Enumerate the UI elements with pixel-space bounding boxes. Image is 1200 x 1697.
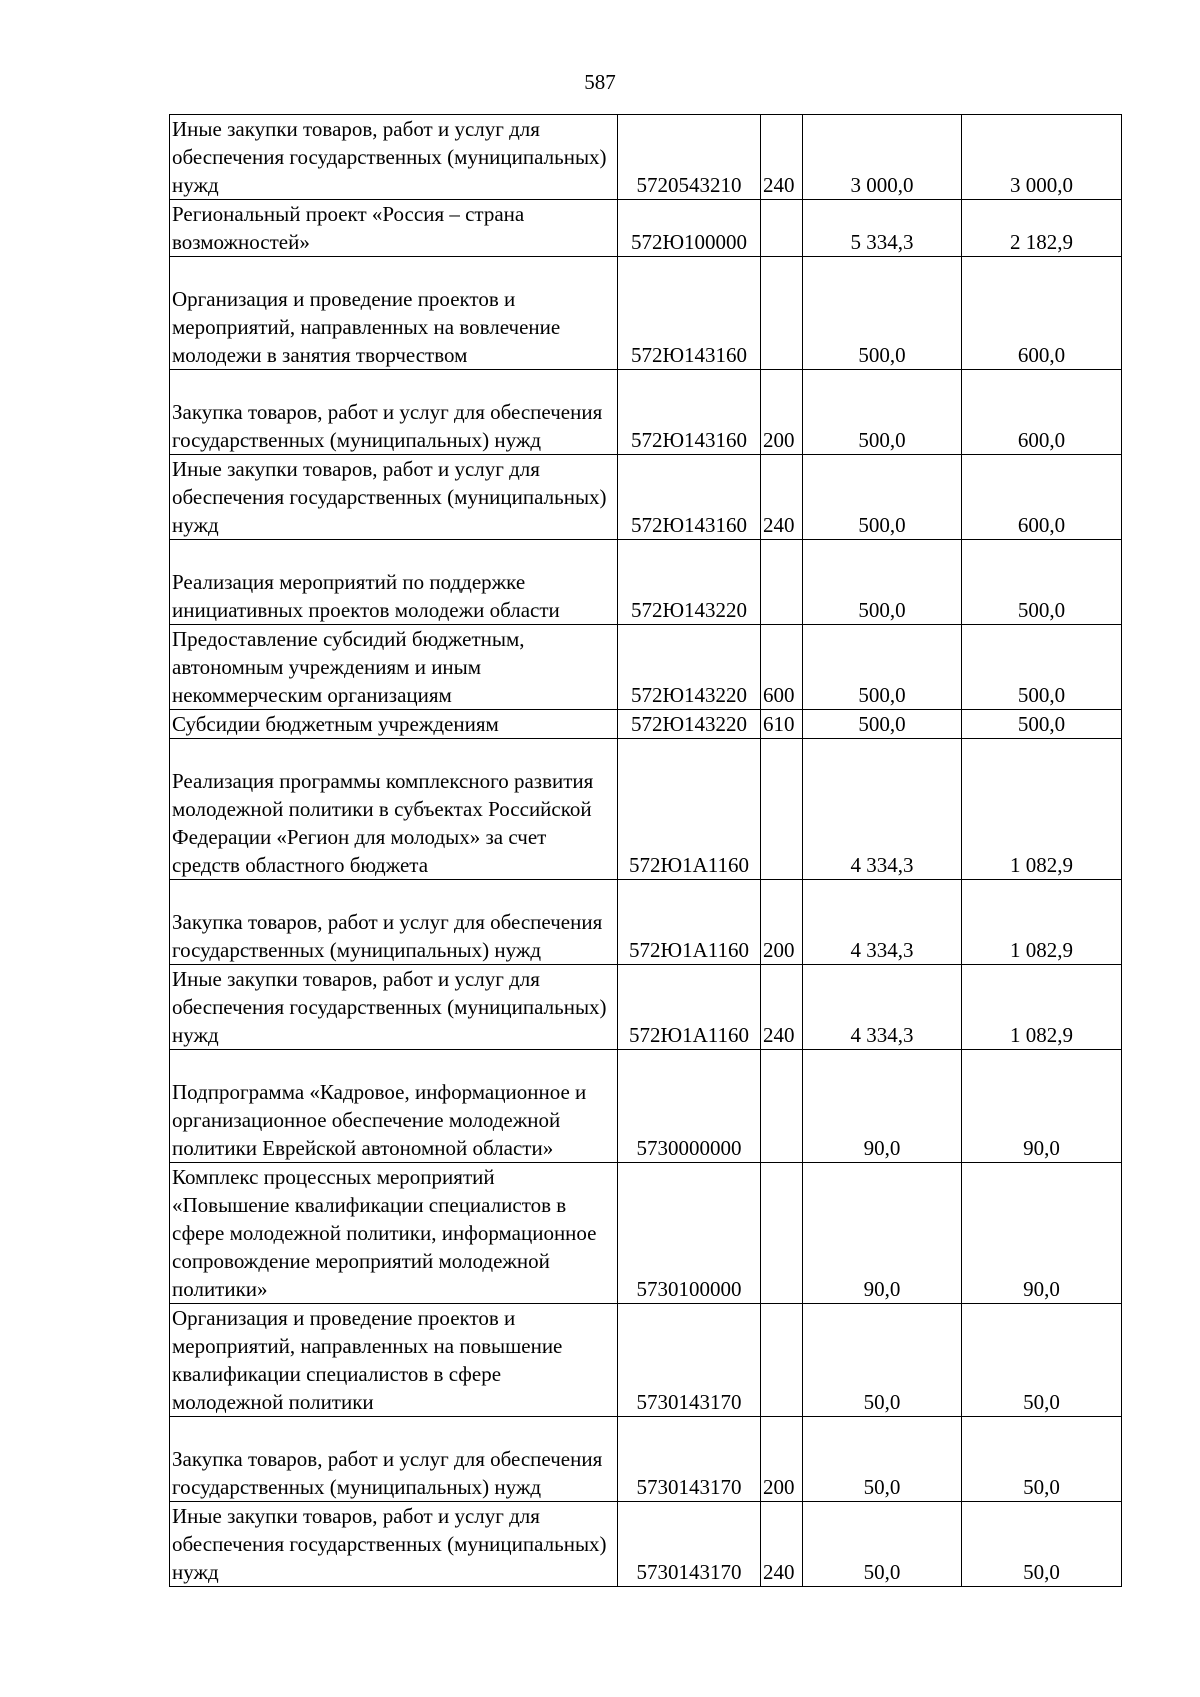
row-code: 572Ю143220: [618, 625, 761, 710]
row-sum-1: 4 334,3: [803, 739, 962, 880]
row-name: Реализация программы комплексного развития молодежной политики в субъектах Российской Федерации «Регион для молодых» за счет средств областного бюджета: [170, 739, 618, 880]
row-code: 5730143170: [618, 1417, 761, 1502]
row-name: Иные закупки товаров, работ и услуг для обеспечения государственных (муниципальных) нужд: [170, 965, 618, 1050]
table-row: [170, 710, 1122, 739]
row-code: 5730143170: [618, 1502, 761, 1587]
table-row: [170, 625, 1122, 710]
row-type: [761, 540, 803, 625]
row-type: 240: [761, 455, 803, 540]
row-sum-1: 500,0: [803, 540, 962, 625]
row-sum-2: 1 082,9: [962, 880, 1122, 965]
row-type: [761, 257, 803, 370]
row-sum-2: 500,0: [962, 540, 1122, 625]
row-sum-1: 90,0: [803, 1163, 962, 1304]
row-sum-2: 50,0: [962, 1502, 1122, 1587]
row-sum-1: 50,0: [803, 1417, 962, 1502]
row-name: Подпрограмма «Кадровое, информационное и организационное обеспечение молодежной политики Еврейской автономной области»: [170, 1050, 618, 1163]
row-type: 240: [761, 115, 803, 200]
table-row: [170, 540, 1122, 625]
row-code: 572Ю143160: [618, 257, 761, 370]
table-row: [170, 880, 1122, 965]
row-sum-2: 600,0: [962, 455, 1122, 540]
row-code: 5730100000: [618, 1163, 761, 1304]
row-sum-1: 500,0: [803, 455, 962, 540]
row-type: [761, 1050, 803, 1163]
row-sum-2: 500,0: [962, 710, 1122, 739]
row-sum-2: 2 182,9: [962, 200, 1122, 257]
table-row: [170, 965, 1122, 1050]
row-type: 200: [761, 1417, 803, 1502]
row-code: 572Ю143160: [618, 370, 761, 455]
row-name: Организация и проведение проектов и мероприятий, направленных на повышение квалификации специалистов в сфере молодежной политики: [170, 1304, 618, 1417]
table-row: [170, 1163, 1122, 1304]
row-name: Иные закупки товаров, работ и услуг для обеспечения государственных (муниципальных) нужд: [170, 115, 618, 200]
row-code: 572Ю143160: [618, 455, 761, 540]
row-type: 200: [761, 880, 803, 965]
row-sum-2: 90,0: [962, 1163, 1122, 1304]
row-name: Закупка товаров, работ и услуг для обеспечения государственных (муниципальных) нужд: [170, 1417, 618, 1502]
row-name: Закупка товаров, работ и услуг для обеспечения государственных (муниципальных) нужд: [170, 880, 618, 965]
row-type: [761, 739, 803, 880]
row-code: 572Ю1А1160: [618, 880, 761, 965]
budget-table: [169, 114, 1122, 1587]
row-sum-2: 500,0: [962, 625, 1122, 710]
row-type: [761, 1163, 803, 1304]
row-code: 5730143170: [618, 1304, 761, 1417]
row-sum-2: 50,0: [962, 1417, 1122, 1502]
row-sum-2: 1 082,9: [962, 739, 1122, 880]
row-sum-1: 500,0: [803, 257, 962, 370]
row-sum-1: 4 334,3: [803, 880, 962, 965]
row-name: Предоставление субсидий бюджетным, автономным учреждениям и иным некоммерческим организациям: [170, 625, 618, 710]
row-type: 610: [761, 710, 803, 739]
row-sum-1: 500,0: [803, 625, 962, 710]
row-type: 200: [761, 370, 803, 455]
page-number: 587: [584, 70, 616, 94]
row-sum-2: 90,0: [962, 1050, 1122, 1163]
row-sum-2: 3 000,0: [962, 115, 1122, 200]
row-type: [761, 1304, 803, 1417]
table-row: [170, 1502, 1122, 1587]
table-row: [170, 739, 1122, 880]
row-type: 240: [761, 1502, 803, 1587]
table-row: [170, 200, 1122, 257]
table-row: [170, 1050, 1122, 1163]
row-sum-1: 3 000,0: [803, 115, 962, 200]
row-name: Комплекс процессных мероприятий «Повышение квалификации специалистов в сфере молодежной политики, информационное сопровождение мероприятий молодежной политики»: [170, 1163, 618, 1304]
row-type: 240: [761, 965, 803, 1050]
row-code: 572Ю1А1160: [618, 965, 761, 1050]
table-row: [170, 370, 1122, 455]
table-row: [170, 455, 1122, 540]
row-code: 572Ю143220: [618, 710, 761, 739]
row-name: Субсидии бюджетным учреждениям: [170, 710, 618, 739]
table-row: [170, 257, 1122, 370]
table-row: [170, 1417, 1122, 1502]
row-name: Закупка товаров, работ и услуг для обеспечения государственных (муниципальных) нужд: [170, 370, 618, 455]
row-sum-1: 50,0: [803, 1304, 962, 1417]
row-sum-2: 50,0: [962, 1304, 1122, 1417]
row-sum-1: 50,0: [803, 1502, 962, 1587]
row-type: 600: [761, 625, 803, 710]
row-name: Региональный проект «Россия – страна возможностей»: [170, 200, 618, 257]
row-sum-1: 5 334,3: [803, 200, 962, 257]
row-name: Иные закупки товаров, работ и услуг для обеспечения государственных (муниципальных) нужд: [170, 455, 618, 540]
table-row: [170, 1304, 1122, 1417]
row-code: 572Ю143220: [618, 540, 761, 625]
table-row: [170, 115, 1122, 200]
row-code: 572Ю100000: [618, 200, 761, 257]
row-sum-1: 90,0: [803, 1050, 962, 1163]
row-sum-1: 4 334,3: [803, 965, 962, 1050]
row-code: 5720543210: [618, 115, 761, 200]
row-name: Иные закупки товаров, работ и услуг для обеспечения государственных (муниципальных) нужд: [170, 1502, 618, 1587]
row-sum-2: 600,0: [962, 370, 1122, 455]
row-sum-1: 500,0: [803, 710, 962, 739]
row-code: 5730000000: [618, 1050, 761, 1163]
row-sum-1: 500,0: [803, 370, 962, 455]
row-sum-2: 600,0: [962, 257, 1122, 370]
row-code: 572Ю1А1160: [618, 739, 761, 880]
row-name: Реализация мероприятий по поддержке инициативных проектов молодежи области: [170, 540, 618, 625]
row-name: Организация и проведение проектов и мероприятий, направленных на вовлечение молодежи в занятия творчеством: [170, 257, 618, 370]
row-type: [761, 200, 803, 257]
row-sum-2: 1 082,9: [962, 965, 1122, 1050]
